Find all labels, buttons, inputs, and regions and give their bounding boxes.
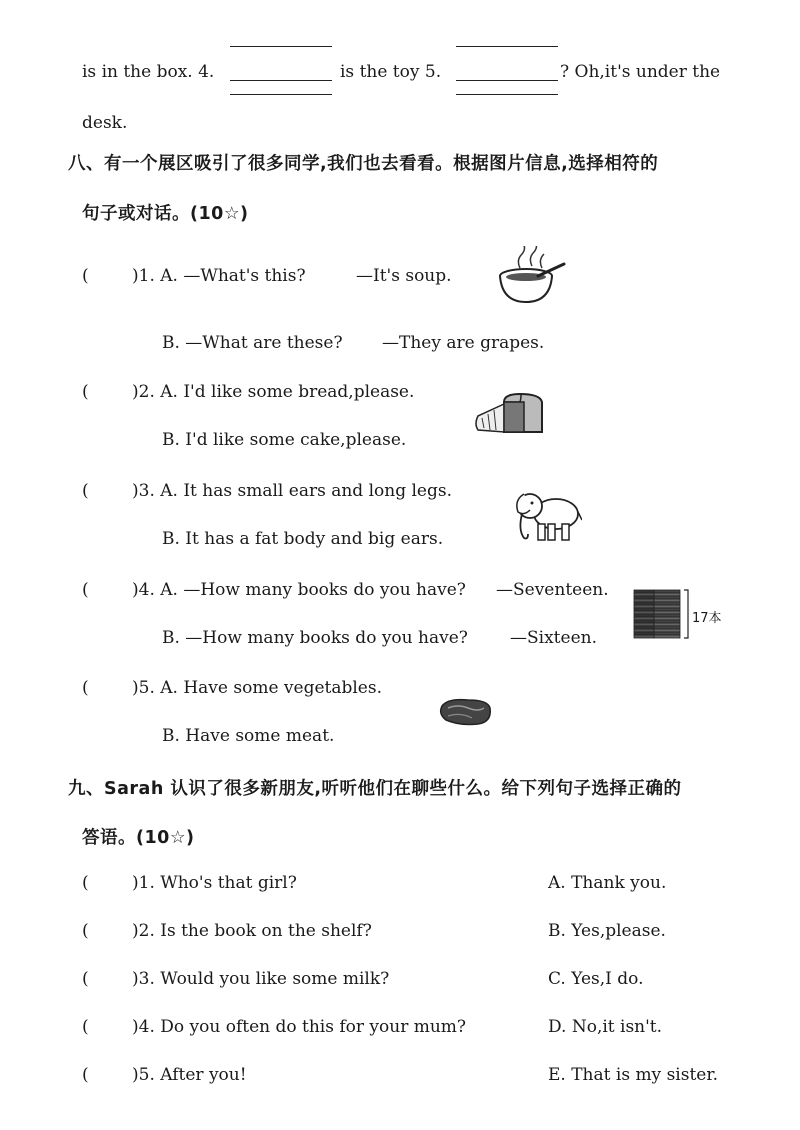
answer-paren[interactable]: ( [82, 382, 89, 402]
item-1-option-a: )1. A. —What's this? [132, 266, 306, 286]
soup-bowl-icon [498, 246, 570, 306]
answer-paren[interactable]: ( [82, 969, 89, 989]
answer-paren[interactable]: ( [82, 873, 89, 893]
book-stack-icon [632, 588, 692, 640]
item-5-option-b: B. Have some meat. [162, 726, 335, 746]
item-1-option-b: B. —What are these? [162, 333, 343, 353]
item-4-option-a-reply: —Seventeen. [496, 580, 609, 600]
answer-paren[interactable]: ( [82, 580, 89, 600]
blank-line-4-top [230, 46, 332, 47]
elephant-icon [510, 486, 582, 546]
section8-heading-line2: 句子或对话。(10☆) [82, 204, 249, 224]
dialog-question-3: )3. Would you like some milk? [132, 969, 390, 989]
blank-line-4[interactable] [230, 80, 332, 81]
bread-icon [474, 392, 546, 438]
dialog-question-2: )2. Is the book on the shelf? [132, 921, 372, 941]
blank-line-4-bottom [230, 94, 332, 95]
item-4-option-b: B. —How many books do you have? [162, 628, 468, 648]
item-5-option-a: )5. A. Have some vegetables. [132, 678, 382, 698]
answer-paren[interactable]: ( [82, 921, 89, 941]
dialog-answer-c: C. Yes,I do. [548, 969, 644, 989]
meat-icon [438, 696, 494, 728]
dialog-question-5: )5. After you! [132, 1065, 247, 1085]
answer-paren[interactable]: ( [82, 1065, 89, 1085]
dialog-question-1: )1. Who's that girl? [132, 873, 297, 893]
answer-paren[interactable]: ( [82, 678, 89, 698]
item-2-option-b: B. I'd like some cake,please. [162, 430, 407, 450]
top-text-line2: desk. [82, 113, 128, 133]
answer-paren[interactable]: ( [82, 266, 89, 286]
item-1-option-a-reply: —It's soup. [356, 266, 452, 286]
dialog-answer-b: B. Yes,please. [548, 921, 666, 941]
dialog-answer-a: A. Thank you. [548, 873, 667, 893]
blank-line-5[interactable] [456, 80, 558, 81]
dialog-answer-d: D. No,it isn't. [548, 1017, 663, 1037]
section9-heading-line2: 答语。(10☆) [82, 828, 195, 848]
item-3-option-a: )3. A. It has small ears and long legs. [132, 481, 452, 501]
dialog-question-4: )4. Do you often do this for your mum? [132, 1017, 467, 1037]
item-1-option-b-reply: —They are grapes. [382, 333, 545, 353]
answer-paren[interactable]: ( [82, 481, 89, 501]
blank-line-5-top [456, 46, 558, 47]
answer-paren[interactable]: ( [82, 1017, 89, 1037]
item-3-option-b: B. It has a fat body and big ears. [162, 529, 444, 549]
top-text-part1: is in the box. 4. [82, 62, 215, 82]
dialog-answer-e: E. That is my sister. [548, 1065, 719, 1085]
item-2-option-a: )2. A. I'd like some bread,please. [132, 382, 415, 402]
book-count-label: 17本 [692, 611, 722, 626]
top-text-part3: ? Oh,it's under the [560, 62, 721, 82]
item-4-option-a: )4. A. —How many books do you have? [132, 580, 466, 600]
item-4-option-b-reply: —Sixteen. [510, 628, 597, 648]
blank-line-5-bottom [456, 94, 558, 95]
top-text-part2: is the toy 5. [340, 62, 442, 82]
section9-heading-line1: 九、Sarah 认识了很多新朋友,听听他们在聊些什么。给下列句子选择正确的 [68, 779, 682, 799]
section8-heading-line1: 八、有一个展区吸引了很多同学,我们也去看看。根据图片信息,选择相符的 [68, 154, 659, 174]
